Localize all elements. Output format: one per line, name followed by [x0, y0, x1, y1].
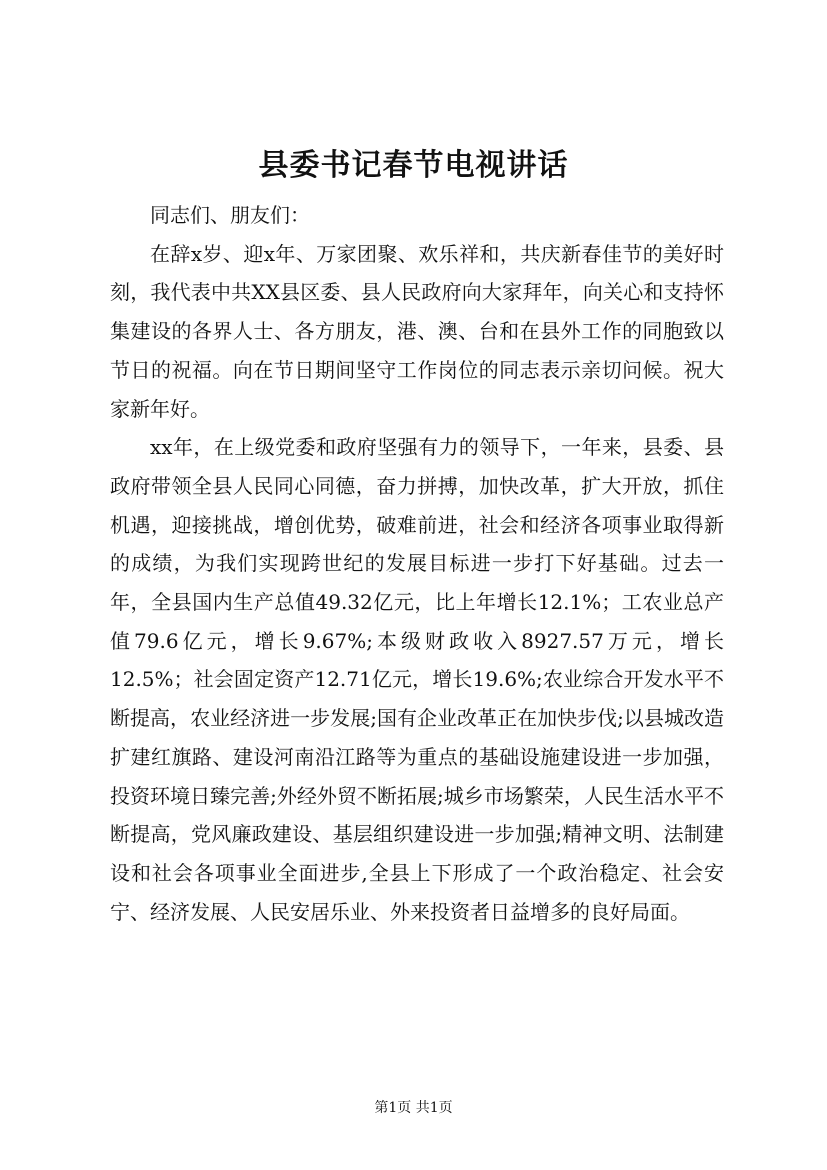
- paragraph-new-year-wishes: 在辞x岁、迎x年、万家团聚、欢乐祥和，共庆新春佳节的美好时刻，我代表中共XX县区委、县人民政府向大家拜年，向关心和支持怀集建设的各界人士、各方朋友，港、澳、台和在县外工作的同胞致以节日的祝福。向在节日期间坚守工作岗位的同志表示亲切问候。祝大家新年好。: [110, 241, 724, 421]
- paragraph-annual-review: xx年，在上级党委和政府坚强有力的领导下，一年来，县委、县政府带领全县人民同心同德，奋力拼搏，加快改革，扩大开放，抓住机遇，迎接挑战，增创优势，破难前进，社会和经济各项事业取得新的成绩，为我们实现跨世纪的发展目标进一步打下好基础。过去一年，全县国内生产总值49.32亿元，比上年增长12.1%；工农业总产值79.6亿元，增长9.67%;本级财政收入8927.57万元，增长12.5%；社会固定资产12.71亿元，增长19.6%;农业综合开发水平不断提高，农业经济进一步发展;国有企业改革正在加快步伐;以县城改造扩建红旗路、建设河南沿江路等为重点的基础设施建设进一步加强，投资环境日臻完善;外经外贸不断拓展;城乡市场繁荣，人民生活水平不断提高，党风廉政建设、基层组织建设进一步加强;精神文明、法制建设和社会各项事业全面进步,全县上下形成了一个政治稳定、社会安宁、经济发展、人民安居乐业、外来投资者日益增多的良好局面。: [110, 435, 724, 924]
- paragraph-greeting: 同志们、朋友们：: [150, 203, 310, 227]
- document-title: 县委书记春节电视讲话: [258, 148, 569, 183]
- document-body: [110, 196, 724, 931]
- page-footer: 第1页 共1页: [374, 1100, 453, 1116]
